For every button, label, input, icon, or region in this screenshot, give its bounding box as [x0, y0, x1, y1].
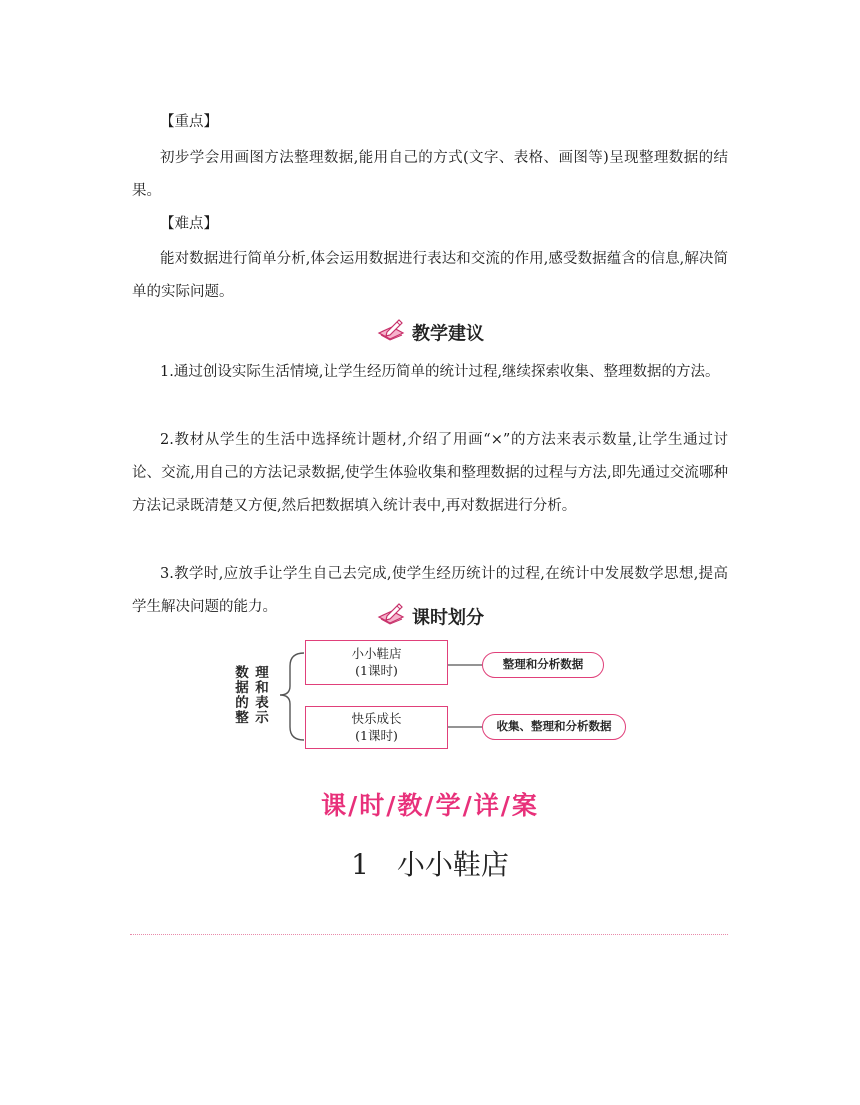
- lesson-division-label: 课时划分: [412, 607, 484, 629]
- suggestion-item-3: 3.教学时,应放手让学生自己去完成,使学生经历统计的过程,在统计中发展数学思想,提高学生解决问题的能力。: [132, 566, 728, 615]
- teaching-suggestions-heading: [0, 318, 860, 347]
- detailed-plan-title: 课/时/教/学/详/案: [321, 791, 539, 820]
- pencil-notebook-icon: [376, 318, 406, 347]
- lesson-node-1: [305, 640, 448, 685]
- difficult-points-text: 能对数据进行简单分析,体会运用数据进行表达和交流的作用,感受数据蕴含的信息,解决简单的实际问题。: [132, 251, 728, 300]
- lesson-1-name: 小小鞋店: [351, 646, 402, 661]
- lesson-number: 1: [351, 848, 369, 881]
- lesson-division-heading: [0, 602, 860, 631]
- lesson-2-name: 快乐成长: [351, 711, 402, 726]
- lesson-1-period: (1课时): [355, 663, 398, 678]
- lesson-division-diagram: [228, 638, 638, 753]
- key-points-heading: 【重点】: [160, 114, 218, 130]
- pencil-notebook-icon: [376, 602, 406, 631]
- key-points-text: 初步学会用画图方法整理数据,能用自己的方式(文字、表格、画图等)呈现整理数据的结果。: [132, 150, 728, 199]
- suggestion-item-2: 2.教材从学生的生活中选择统计题材,介绍了用画“×”的方法来表示数量,让学生通过讨论、交流,用自己的方法记录数据,使学生体验收集和整理数据的过程与方法,即先通过交流哪种方法记录既清楚又方便,然后把数据填入统计表中,再对数据进行分析。: [132, 432, 728, 514]
- lesson-2-period: (1课时): [355, 728, 398, 743]
- dotted-divider: [130, 934, 728, 935]
- teaching-suggestions-label: 教学建议: [412, 323, 484, 345]
- lesson-title: [0, 843, 860, 883]
- difficult-points-heading: 【难点】: [160, 216, 218, 232]
- root-label-col2: 理和表示: [255, 665, 269, 726]
- lesson-name: 小小鞋店: [396, 848, 509, 881]
- lesson-1-goal: 整理和分析数据: [482, 652, 604, 678]
- lesson-node-2: [305, 706, 448, 749]
- root-label-col1: 数据的整: [235, 665, 249, 726]
- lesson-2-goal: 收集、整理和分析数据: [482, 714, 626, 740]
- suggestion-item-1: 1.通过创设实际生活情境,让学生经历简单的统计过程,继续探索收集、整理数据的方法。: [160, 364, 720, 380]
